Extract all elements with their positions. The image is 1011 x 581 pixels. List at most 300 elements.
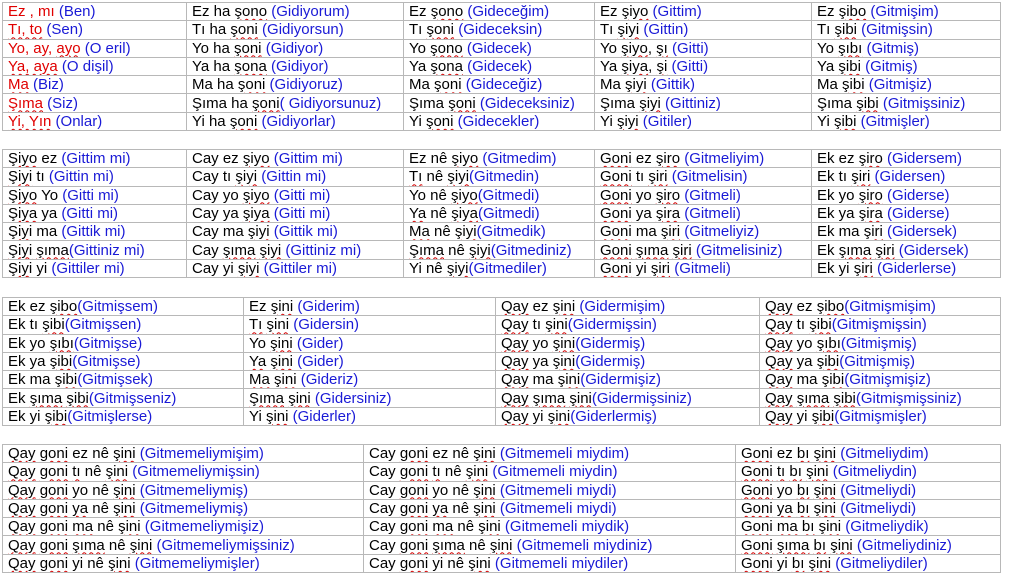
kurdish-text: ma [631,223,661,241]
turkish-gloss: (Gitmeliydiniz) [852,536,952,554]
kurdish-text: şini [806,463,829,481]
turkish-gloss: (Gitmişmişiz) [844,371,931,389]
kurdish-text: şıma [432,536,465,554]
kurdish-text: yi [631,259,651,277]
table-cell [187,223,404,241]
kurdish-text: Ma [409,76,435,94]
turkish-gloss: (Gitti) [667,39,709,57]
kurdish-text: yi [772,554,792,572]
kurdish-text: bı [813,536,827,554]
kurdish-text: nê [444,241,470,259]
kurdish-text: ma [432,518,454,536]
table-cell [364,481,736,499]
kurdish-text: Cay [369,500,400,518]
table-cell [496,352,760,370]
table-cell [404,204,595,222]
table-row [3,536,1001,554]
kurdish-text: Ek ez [8,298,50,316]
kurdish-text: şıma [72,536,105,554]
kurdish-text: ya [631,205,656,223]
kurdish-text: ma [792,371,822,389]
turkish-gloss: (Gitmemeli miydim) [495,445,630,463]
kurdish-text: Qay [8,500,36,518]
table-cell [404,168,595,186]
turkish-gloss: (Giderler) [288,407,356,425]
kurdish-text: Ez [249,298,271,316]
kurdish-text: şiyi [447,168,470,186]
conjugation-table-4 [2,444,1001,573]
turkish-gloss: (Sen) [42,21,84,39]
table-cell [187,94,404,112]
table-cell [364,499,736,517]
table-cell [812,186,1001,204]
kurdish-text: şiyi [454,223,477,241]
kurdish-text: Cay ma [192,223,248,241]
kurdish-text: şini [547,407,571,425]
kurdish-text: Ya [817,58,839,76]
kurdish-text: şibi [66,389,89,407]
turkish-gloss: (Gidermiş) [575,334,646,352]
kurdish-text: şono [430,39,463,57]
kurdish-text: ya [72,500,89,518]
kurdish-text: ez [37,150,62,168]
table-cell [736,481,1001,499]
kurdish-text: nê [453,518,479,536]
kurdish-text: yi nê [428,554,469,572]
turkish-gloss: (Gitti) [667,58,709,76]
kurdish-text: goni [399,554,429,572]
turkish-gloss: (Gidersen) [870,168,946,186]
kurdish-text: şibi [833,112,857,130]
kurdish-text: goni [399,500,429,518]
kurdish-text: tı [631,168,649,186]
turkish-gloss: (Gittiniz mi) [68,241,145,259]
kurdish-text: Şiyo [8,150,38,168]
table-cell [595,259,812,277]
table-cell [3,371,244,389]
kurdish-text: şiri [660,223,681,241]
table-cell [3,94,187,112]
kurdish-text: yo [772,481,797,499]
table-row [3,150,1001,168]
kurdish-text: şiya [451,205,478,223]
kurdish-text: yi [32,259,52,277]
kurdish-text: şıma [635,241,669,259]
kurdish-text: şibi [834,21,858,39]
kurdish-text: goni [399,463,429,481]
turkish-gloss: (Gitmişsem) [77,298,159,316]
table-cell [244,316,496,334]
kurdish-text: şiri [863,223,883,241]
kurdish-text: şiyi [446,259,469,277]
kurdish-text: Goni [600,205,632,223]
kurdish-text: ya [528,353,553,371]
kurdish-text: şini [266,316,290,334]
turkish-gloss: (Gitiler) [638,112,692,130]
kurdish-text: şono [234,3,268,21]
table-cell [187,57,404,75]
kurdish-text: Ma ha [192,76,238,94]
table-row [3,463,1001,481]
kurdish-text: Yi [249,407,266,425]
kurdish-text: ma [72,518,94,536]
kurdish-text: tı [528,316,546,334]
kurdish-text: Ez [409,3,431,21]
kurdish-text: Qay [765,334,793,352]
kurdish-text: şono [430,3,464,21]
turkish-gloss: (Gidermişiz) [580,371,662,389]
table-cell [244,407,496,425]
turkish-gloss: (Gidersiniz) [310,389,392,407]
table-row [3,3,1001,21]
table-row [3,445,1001,463]
kurdish-text: goni [399,536,429,554]
kurdish-text: şini [113,500,136,518]
kurdish-text: goni [399,518,429,536]
kurdish-text: Qay [765,407,793,425]
kurdish-text: şini [813,445,837,463]
kurdish-text: Ya [409,205,427,223]
table-cell [3,316,244,334]
kurdish-text: şoni [230,21,258,39]
table-cell [760,352,1001,370]
table-cell [595,241,812,259]
kurdish-text: şini [108,554,131,572]
table-row [3,407,1001,425]
table-cell [595,57,812,75]
turkish-gloss: (Gidecekler) [453,112,540,130]
turkish-gloss: (Gitmelisiniz) [691,241,783,259]
table-cell [187,168,404,186]
table-cell [760,407,1001,425]
kurdish-text: şini [113,481,136,499]
kurdish-text: şini [478,518,501,536]
kurdish-text: goni [39,554,69,572]
kurdish-text: Yo nê [409,186,451,204]
table-cell [812,168,1001,186]
table-cell [404,186,595,204]
kurdish-text: şini [270,334,293,352]
table-cell [3,481,364,499]
table-cell [736,463,1001,481]
table-row [3,94,1001,112]
kurdish-text: şoni [448,94,476,112]
kurdish-text: Goni [741,554,773,572]
table-cell [3,241,187,259]
turkish-gloss: (Gitmeli) [680,205,741,223]
turkish-gloss: (Gitmeliydiler) [831,554,928,572]
kurdish-text: Qay [765,389,793,407]
turkish-gloss: (Gitmeli) [670,259,731,277]
turkish-gloss: (Gitmişse) [72,353,141,371]
kurdish-text: ma [776,518,798,536]
turkish-gloss: (Gidiyor) [261,39,324,57]
table-cell [3,407,244,425]
kurdish-text: şibi [54,371,78,389]
kurdish-text: ez [772,445,797,463]
table-cell [3,352,244,370]
kurdish-text: Yo [409,39,431,57]
kurdish-text: , [647,39,657,57]
kurdish-text: goni [399,445,429,463]
kurdish-text: nê [104,536,130,554]
kurdish-text: ez [792,298,817,316]
table-cell [3,334,244,352]
kurdish-text: Şıma [249,389,285,407]
table-cell [812,223,1001,241]
turkish-gloss: (Gitmeliydik) [841,518,929,536]
kurdish-text: Ya [600,58,622,76]
kurdish-text: şıma [222,241,256,259]
kurdish-text: Cay yo [192,186,243,204]
turkish-gloss: (Gitmelisin) [667,168,748,186]
kurdish-text: şiro [655,186,681,204]
kurdish-text: Ma [249,371,270,389]
kurdish-text: Şıma [600,94,640,112]
turkish-gloss: (Gitmemeli miydi) [495,481,617,499]
kurdish-text: şibi [44,407,68,425]
kurdish-text: Ek yi [817,259,854,277]
kurdish-text: Qay [8,518,36,536]
kurdish-text: Ek [8,389,30,407]
turkish-gloss: (Gidersem) [882,150,963,168]
kurdish-text: Ek ma [8,371,55,389]
kurdish-text: şiro [858,150,883,168]
table-cell [3,518,364,536]
turkish-gloss: (Gittin mi) [257,168,327,186]
kurdish-text: Yi ha [192,112,230,130]
table-cell [404,76,595,94]
kurdish-text: Goni [741,500,773,518]
kurdish-text: Goni [600,241,632,259]
kurdish-text: şini [129,536,153,554]
table-cell [187,21,404,39]
turkish-gloss: (Ben) [58,3,96,21]
kurdish-text: Ez , mı [8,3,59,21]
table-cell [812,39,1001,57]
kurdish-text: şıma [29,389,63,407]
kurdish-text: Qay [765,298,793,316]
kurdish-text: Qay [8,463,36,481]
kurdish-text: şini [813,481,837,499]
turkish-gloss: (Gitmemeli miydi) [495,500,617,518]
table-cell [595,39,812,57]
turkish-gloss: (Gidiyorlar) [257,112,336,130]
kurdish-text: şini [569,389,592,407]
kurdish-text: şini [552,353,576,371]
turkish-gloss: (Gideceksin) [454,21,543,39]
table-cell [812,259,1001,277]
table-cell [3,204,187,222]
kurdish-text: bı [789,463,802,481]
kurdish-text: şoni [234,39,262,57]
turkish-gloss: (Gitmeliydim) [836,445,929,463]
kurdish-text: şini [489,536,513,554]
kurdish-text: şini [288,389,311,407]
kurdish-text: şıma [838,241,872,259]
turkish-gloss: (Gidiyor) [266,58,329,76]
table-row [3,554,1001,572]
kurdish-text: Ma [409,223,430,241]
turkish-gloss: (Gitmemeliymiş) [135,500,249,518]
kurdish-text: Goni [600,223,632,241]
turkish-gloss: (Gitmişsin) [857,21,933,39]
kurdish-text: yo nê [68,481,114,499]
turkish-gloss: (Gidecek) [462,39,532,57]
kurdish-text: şoni [252,94,280,112]
table-cell [812,112,1001,130]
table-cell [3,445,364,463]
table-cell [736,518,1001,536]
turkish-gloss: (Gitmediniz) [490,241,572,259]
kurdish-text: şiri [650,259,671,277]
kurdish-text: Qay [765,316,793,334]
table-cell [404,39,595,57]
kurdish-text: ez [528,298,553,316]
kurdish-text: yo [792,334,817,352]
turkish-gloss: (Gitmemeliymişsin) [128,463,260,481]
kurdish-text: goni [39,536,69,554]
kurdish-text: şibi [821,371,845,389]
kurdish-text: Yo ha [192,39,234,57]
kurdish-text: Cay tı [192,168,236,186]
table-cell [3,463,364,481]
turkish-gloss: (Gittim) [648,3,702,21]
kurdish-text: nê [426,205,452,223]
kurdish-text: Cay ya [192,205,243,223]
turkish-gloss: (Gitmeliyim) [680,150,765,168]
table-cell [364,463,736,481]
conjugation-table-1 [2,2,1001,131]
kurdish-text: şiyo [621,3,649,21]
kurdish-text: Cay [369,536,400,554]
kurdish-text: şiyi [247,223,270,241]
table-cell [3,168,187,186]
table-cell [244,371,496,389]
table-cell [760,371,1001,389]
table-row [3,481,1001,499]
kurdish-text: Ek tı [8,316,43,334]
kurdish-text: şini [270,298,294,316]
turkish-gloss: (Giderlerse) [872,259,957,277]
table-cell [244,389,496,407]
table-cell [244,352,496,370]
table-cell [404,241,595,259]
table-cell [812,94,1001,112]
kurdish-text: şiri [853,259,873,277]
kurdish-text: Tı ha [192,21,231,39]
kurdish-text: yi [792,407,812,425]
table-cell [496,316,760,334]
kurdish-text: Ek ez [817,150,859,168]
turkish-gloss: (Gittin mi) [48,168,114,186]
table-row [3,316,1001,334]
kurdish-text: Goni [600,150,632,168]
kurdish-text: ayo [56,39,81,57]
kurdish-text: Ya [409,58,431,76]
table-cell [3,499,364,517]
turkish-gloss: (Giderse) [882,186,950,204]
table-row [3,57,1001,75]
kurdish-text: şıma [796,389,830,407]
turkish-gloss: ( Gidiyorsunuz) [279,94,382,112]
kurdish-text: şini [557,371,581,389]
table-cell [187,204,404,222]
kurdish-text: Yo [600,39,622,57]
kurdish-text: şiyo [621,39,648,57]
table-cell [812,204,1001,222]
kurdish-text: şini [274,371,297,389]
turkish-gloss: (Gittim mi) [269,150,343,168]
turkish-gloss: (Gitmişiz) [864,76,933,94]
kurdish-text: şini [465,463,489,481]
kurdish-text: Ya, aya [8,58,58,76]
kurdish-text: şıbı [816,334,841,352]
kurdish-text: Yi [600,112,617,130]
kurdish-text: bı [801,518,815,536]
table-cell [595,94,812,112]
kurdish-text: şoni [229,112,258,130]
table-cell [187,76,404,94]
kurdish-text: Ez ha [192,3,235,21]
kurdish-text: Ek ma [817,223,864,241]
turkish-gloss: (Gideceğim) [463,3,550,21]
kurdish-text: şiyo [242,186,270,204]
turkish-gloss: (Gittiler mi) [259,259,338,277]
table-cell [595,168,812,186]
turkish-gloss: (Gidiyorum) [267,3,350,21]
turkish-gloss: (Gitmişmiş) [840,334,917,352]
table-cell [3,39,187,57]
kurdish-text: nê [93,518,119,536]
kurdish-text: nê [448,500,474,518]
turkish-gloss: (Gitmedik) [476,223,546,241]
kurdish-text: Şiyi [8,168,33,186]
kurdish-text: Şıma [8,94,44,112]
kurdish-text: Goni [741,536,773,554]
turkish-gloss: (Gitmişmiş) [839,353,916,371]
kurdish-text: yo nê [428,481,474,499]
kurdish-text: Yi [409,112,426,130]
kurdish-text: şiyi [616,112,639,130]
kurdish-text: Goni [600,168,632,186]
table-cell [595,21,812,39]
kurdish-text: şibi [838,58,861,76]
turkish-gloss: (Gitmeliydi) [836,500,917,518]
kurdish-text: şoni [434,76,462,94]
turkish-gloss: (Gitmişseniz) [88,389,177,407]
table-row [3,371,1001,389]
kurdish-text: Qay [765,371,793,389]
turkish-gloss: (Gitmeliyiz) [680,223,760,241]
table-cell [496,407,760,425]
kurdish-text: şibi [833,389,856,407]
kurdish-text: şini [473,481,496,499]
table-cell [595,150,812,168]
turkish-gloss: (Gittiniz) [660,94,721,112]
kurdish-text: Cay [369,554,400,572]
kurdish-text: Goni [741,518,773,536]
kurdish-text: Qay [501,298,529,316]
table-row [3,76,1001,94]
table-cell [404,57,595,75]
table-cell [364,518,736,536]
table-cell [3,223,187,241]
turkish-gloss: (Gitmişsen) [64,316,142,334]
kurdish-text: Goni [741,463,773,481]
kurdish-text: Qay [8,536,36,554]
kurdish-text: yi nê [68,554,109,572]
